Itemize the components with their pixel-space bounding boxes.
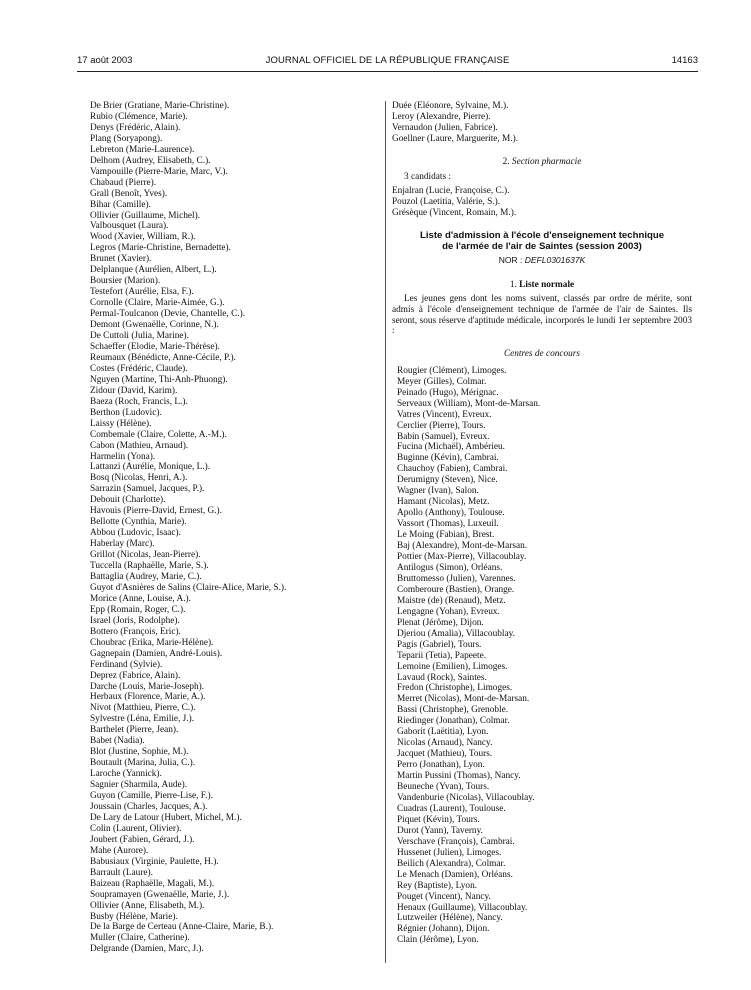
list-item: Verschave (François), Cambrai. (397, 836, 515, 847)
page-header (77, 55, 698, 69)
admission-name-list (392, 366, 692, 947)
list-item: Hussenet (Julien), Limoges. (397, 847, 502, 858)
list-item: Bosq (Nicolas, Henri, A.). (90, 473, 188, 484)
list-item: Battaglia (Audrey, Marie, C.). (90, 571, 202, 582)
list-item: Pouzol (Laetitia, Valérie, S.). (392, 196, 501, 207)
list-item: Schaeffer (Elodie, Marie-Thérèse). (90, 341, 220, 352)
list-item: Ollivier (Anne, Elisabeth, M.). (90, 900, 205, 911)
list-item: Fredon (Christophe), Limoges. (397, 683, 513, 694)
list-item: Beilich (Alexandra), Colmar. (397, 858, 506, 869)
list-item: Bellotte (Cynthia, Marie). (90, 517, 187, 528)
intro-paragraph: Les jeunes gens dont les noms suivent, classés par ordre de mérite, sont admis à l'école d'enseignement technique de l'armée de l'air de Saintes. Ils seront, sous réserve d'aptitude médicale, incorporés le lundi 1er septembre 2003 : (392, 294, 692, 337)
list-item: Goellner (Laure, Marguerite, M.). (392, 133, 519, 144)
list-item: Nguyen (Martine, Thi-Anh-Phuong). (90, 374, 228, 385)
nor-code: DEFL0301637K (524, 254, 586, 265)
list-item: Gaborit (Laëtitia), Lyon. (397, 727, 489, 738)
list-item: Joubert (Fabien, Gérard, J.). (90, 834, 195, 845)
list-item: Boutault (Marina, Julia, C.). (90, 758, 196, 769)
header-date: 17 août 2003 (77, 55, 133, 66)
nor-label: NOR : (498, 254, 523, 265)
list-item: Cornolle (Claire, Marie-Aimée, G.). (90, 298, 225, 309)
list-item: Serveaux (William), Mont-de-Marsan. (397, 398, 541, 409)
list-item: Israel (Joris, Rodolphe). (90, 615, 180, 626)
list-item: Testefort (Aurélie, Elsa, F.). (90, 287, 194, 298)
list-item: Henaux (Guillaume), Villacoublay. (397, 902, 528, 913)
list-item: Peinado (Hugo), Mérignac. (397, 387, 499, 398)
list-item: Valbousquet (Laura). (90, 221, 169, 232)
column-divider (385, 101, 386, 963)
list-item: Laissy (Hélène). (90, 418, 152, 429)
list-item: Delgrande (Damien, Marc, J.). (90, 944, 204, 955)
list-item: Chabaud (Pierre). (90, 177, 157, 188)
list-item: Lengagne (Yohan), Evreux. (397, 606, 500, 617)
list-item: Vandenburie (Nicolas), Villacoublay. (397, 792, 535, 803)
list-item: Rougier (Clément), Limoges. (397, 365, 507, 376)
liste-title-line2: de l'armée de l'air de Saintes (session 2003) (442, 241, 642, 253)
list-item: Riedinger (Jonathan), Colmar. (397, 716, 510, 727)
header-title: JOURNAL OFFICIEL DE LA RÉPUBLIQUE FRANÇAISE (265, 55, 510, 66)
list-item: Vassort (Thomas), Luxeuil. (397, 519, 499, 530)
list-item: Meyer (Gilles), Colmar. (397, 376, 487, 387)
list-item: De la Barge de Certeau (Anne-Claire, Marie, B.). (90, 922, 274, 933)
list-item: Babin (Samuel), Evreux. (397, 431, 490, 442)
list-item: Bruttomesso (Julien), Varennes. (397, 573, 516, 584)
list-item: Baizeau (Raphaëlle, Magali, M.). (90, 878, 215, 889)
list-item: Epp (Romain, Roger, C.). (90, 604, 186, 615)
list-item: Rubio (Clémence, Marie). (90, 111, 188, 122)
list-item: Joussain (Charles, Jacques, A.). (90, 802, 208, 812)
list-item: Denys (Frédéric, Alain). (90, 122, 181, 133)
centres-heading: Centres de concours (503, 348, 581, 359)
list-item: Chauchoy (Fabien), Cambrai. (397, 464, 508, 475)
header-rule (77, 71, 698, 72)
list-item: De Lary de Latour (Hubert, Michel, M.). (90, 812, 242, 823)
list-item: Perro (Jonathan), Lyon. (397, 760, 485, 771)
right-column (392, 101, 692, 946)
subsection-label: Liste normale (519, 279, 575, 290)
list-item: Lattanzi (Aurélie, Monique, L.). (90, 462, 211, 473)
list-item: Blot (Justine, Sophie, M.). (90, 747, 189, 758)
list-item: De Brier (Gratiane, Marie-Christine). (90, 101, 230, 111)
list-item: Tuccella (Raphaëlle, Marie, S.). (90, 561, 209, 572)
list-item: Debouit (Charlotte). (90, 495, 166, 506)
list-item: Vampouille (Pierre-Marie, Marc, V.). (90, 166, 228, 177)
list-item: Busby (Hélène, Marie). (90, 911, 178, 922)
list-item: Pagis (Gabriel), Tours. (397, 639, 482, 650)
list-item: Choubrac (Erika, Marie-Hélène). (90, 637, 214, 648)
list-item: Boursier (Marion). (90, 276, 161, 287)
list-item: Nivot (Matthieu, Pierre, C.). (90, 703, 196, 714)
list-item: Durot (Yann), Taverny. (397, 825, 483, 836)
list-item: Wagner (Ivan), Salon. (397, 486, 479, 497)
list-item: Maistre (de) (Renaud), Metz. (397, 595, 506, 606)
left-column (90, 101, 380, 955)
list-item: Régnier (Johann), Dijon. (397, 924, 490, 935)
section-number: 2. (502, 156, 510, 167)
list-item: Mahe (Aurore). (90, 845, 149, 856)
list-item: Grall (Benoît, Yves). (90, 188, 168, 199)
list-item: Ollivier (Guillaume, Michel). (90, 210, 200, 221)
list-item: Djeriou (Amalia), Villacoublay. (397, 628, 515, 639)
list-item: Cuadras (Laurent), Toulouse. (397, 803, 506, 814)
list-item: Le Menach (Damien), Orléans. (397, 869, 513, 880)
list-item: Babet (Nadia). (90, 736, 145, 747)
list-item: Brunet (Xavier). (90, 254, 152, 265)
list-item: Zidour (David, Karim). (90, 385, 178, 396)
list-item: Wood (Xavier, William, R.). (90, 232, 196, 243)
list-item: Legros (Marie-Christine, Bernadette). (90, 243, 231, 254)
list-item: Soupramayen (Gwenaëlle, Marie, J.). (90, 889, 230, 900)
list-item: Cabon (Mathieu, Arnaud). (90, 440, 189, 451)
list-item: Sarrazin (Samuel, Jacques, P.). (90, 484, 205, 495)
right-top-name-list (392, 101, 692, 145)
list-item: Derumigny (Steven), Nice. (397, 475, 498, 486)
list-item: Lebreton (Marie-Laurence). (90, 144, 195, 155)
list-item: Colin (Laurent, Olivier). (90, 823, 182, 834)
list-item: Barthelet (Pierre, Jean). (90, 725, 179, 736)
list-item: Barrault (Laure). (90, 867, 153, 878)
list-item: Plenat (Jérôme), Dijon. (397, 617, 484, 628)
list-item: Havouis (Pierre-David, Ernest, G.). (90, 506, 222, 517)
list-item: Duée (Eléonore, Sylvaine, M.). (392, 101, 509, 111)
list-item: Buginne (Kévin), Cambrai. (397, 453, 499, 464)
list-item: Pouget (Vincent), Nancy. (397, 891, 491, 902)
list-item: Clain (Jérôme), Lyon. (397, 935, 479, 946)
list-item: Antilogus (Simon), Orléans. (397, 562, 503, 573)
list-item: Cerclier (Pierre), Tours. (397, 420, 486, 431)
list-item: Muller (Claire, Catherine). (90, 933, 190, 944)
list-item: Bassi (Christophe), Grenoble. (397, 705, 509, 716)
list-item: Vernaudon (Julien, Fabrice). (392, 122, 498, 133)
section-label: Section pharmacie (511, 156, 582, 167)
list-item: Deprez (Fabrice, Alain). (90, 670, 181, 681)
list-item: Grésèque (Vincent, Romain, M.). (392, 207, 517, 218)
list-item: Enjalran (Lucie, Françoise, C.). (392, 185, 510, 196)
subsection-heading (392, 280, 692, 291)
list-item: Guyon (Camille, Pierre-Lise, F.). (90, 791, 213, 802)
list-item: Bottero (François, Eric). (90, 626, 181, 637)
list-item: Piquet (Kévin), Tours. (397, 814, 480, 825)
list-item: Bihar (Camille). (90, 199, 151, 210)
list-item: Demont (Gwenaëlle, Corinne, N.). (90, 320, 219, 331)
list-item: Guyot d'Asnières de Salins (Claire-Alice, Marie, S.). (90, 582, 287, 593)
list-item: Ferdinand (Sylvie). (90, 659, 163, 670)
list-item: Baj (Alexandre), Mont-de-Marsan. (397, 541, 528, 552)
list-item: Apollo (Anthony), Toulouse. (397, 508, 505, 519)
list-item: Le Moing (Fabian), Brest. (397, 530, 495, 541)
list-item: Combemale (Claire, Colette, A.-M.). (90, 429, 227, 440)
list-item: Morice (Anne, Louise, A.). (90, 593, 191, 604)
list-item: Baeza (Roch, Francis, L.). (90, 396, 188, 407)
list-item: Costes (Frédéric, Claude). (90, 363, 188, 374)
section-heading-pharmacie (392, 157, 692, 168)
list-item: Martin Pussini (Thomas), Nancy. (397, 771, 521, 782)
list-item: Plang (Soryapong). (90, 133, 163, 144)
list-item: Teparii (Tetia), Papeete. (397, 650, 487, 661)
list-item: Darche (Louis, Marie-Joseph). (90, 681, 205, 692)
list-item: Beuneche (Yvan), Tours. (397, 782, 490, 793)
list-item: Harmelin (Yona). (90, 451, 156, 462)
left-name-list (90, 101, 380, 955)
list-item: Reumaux (Bénédicte, Anne-Cécile, P.). (90, 352, 236, 363)
candidates-count: 3 candidats : (404, 171, 451, 182)
list-item: Herbaux (Florence, Marie, A.). (90, 692, 206, 703)
list-item: Grillot (Nicolas, Jean-Pierre). (90, 550, 201, 561)
list-item: Comberoure (Bastien), Orange. (397, 584, 515, 595)
list-item: Rey (Baptiste), Lyon. (397, 880, 478, 891)
list-item: Pottier (Max-Pierre), Villacoublay. (397, 552, 527, 563)
liste-title (392, 230, 692, 253)
header-page-number: 14163 (671, 55, 698, 66)
list-item: Nicolas (Arnaud), Nancy. (397, 738, 493, 749)
liste-title-line1: Liste d'admission à l'école d'enseignement technique (419, 229, 665, 241)
list-item: Delplanque (Aurélien, Albert, L.). (90, 265, 217, 276)
list-item: Merret (Nicolas), Mont-de-Marsan. (397, 694, 530, 705)
list-item: Babusiaux (Virginie, Paulette, H.). (90, 856, 219, 867)
nor-reference (392, 255, 692, 266)
list-item: Gagnepain (Damien, André-Louis). (90, 648, 223, 659)
list-item: Lavaud (Rock), Saintes. (397, 672, 487, 683)
list-item: Berthon (Ludovic). (90, 407, 162, 418)
list-item: Fucina (Michaël), Ambérieu. (397, 442, 505, 453)
list-item: Delhom (Audrey, Elisabeth, C.). (90, 155, 211, 166)
pharmacie-name-list (392, 186, 692, 219)
list-item: Vatres (Vincent), Evreux. (397, 409, 492, 420)
list-item: Lemoine (Emilien), Limoges. (397, 661, 508, 672)
list-item: Abbou (Ludovic, Isaac). (90, 528, 181, 539)
list-item: Jacquet (Mathieu), Tours. (397, 749, 493, 760)
list-item: De Cuttoli (Julia, Marine). (90, 331, 189, 342)
list-item: Haberlay (Marc). (90, 539, 155, 550)
list-item: Permal-Toulcanon (Devie, Chantelle, C.). (90, 309, 246, 320)
list-item: Lutzweiler (Hélène), Nancy. (397, 913, 503, 924)
list-item: Leroy (Alexandre, Pierre). (392, 111, 491, 122)
list-item: Laroche (Yannick). (90, 769, 162, 780)
subsection-number: 1. (509, 279, 517, 290)
list-item: Hamant (Nicolas), Metz. (397, 497, 490, 508)
list-item: Sylvestre (Léna, Emilie, J.). (90, 714, 195, 725)
list-item: Sagnier (Sharmila, Aude). (90, 780, 188, 791)
